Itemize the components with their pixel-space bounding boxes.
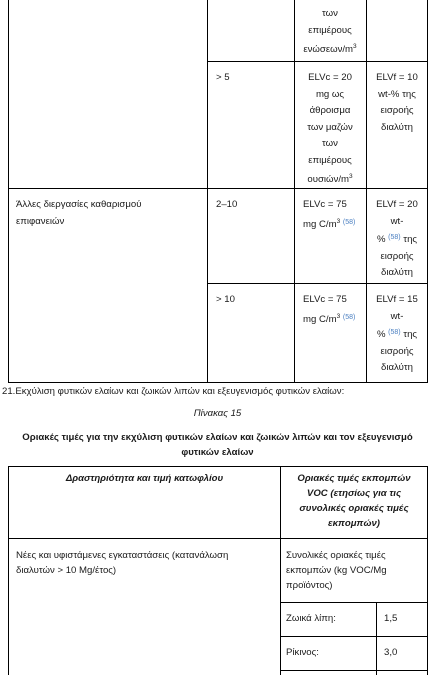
row-b-elvf-line: διαλύτη (381, 362, 413, 373)
gt5-elvc-line: των (322, 138, 338, 149)
row-b-elvf-cell (367, 292, 427, 377)
header-limits-line: VOC (ετησίως για τις (306, 488, 402, 499)
upper-table-col-divider-1 (207, 0, 208, 383)
row-a-elvf-line: ELVf = 20 (376, 199, 418, 210)
superscript-3: 3 (353, 43, 357, 50)
row-b-elvc-line: ELVc = 75 (303, 294, 347, 305)
gt5-elvc-line: των μαζών (307, 121, 353, 133)
row-a-elvf-cell (367, 197, 427, 282)
section-heading: 21.Εκχύλιση φυτικών ελαίων και ζωικών λιπών και εξευγενισμός φυτικών ελαίων: (2, 386, 345, 397)
gt5-elvf-line: ELVf = 10 (376, 72, 418, 83)
row-a-elvc-line: mg $C/m^3$ $^{(58)}$ (303, 217, 356, 230)
row-a-elvc-cell (303, 197, 365, 233)
footnote-ref-58[interactable]: (58) (342, 313, 356, 321)
threshold-2-10: 2–10 (216, 199, 238, 210)
gt5-elvc-line: ELVc = 20 (308, 72, 352, 83)
prev-elv-line-3: ενώσεων/$m^3$ (303, 43, 357, 55)
lower-table-header-bottom (8, 538, 428, 539)
row-a-elvf-line: εισροής (380, 250, 414, 262)
activity-line: Άλλες διεργασίες καθαρισμού (16, 199, 142, 210)
upper-table-left-border (8, 0, 9, 383)
header-limits-line: εκπομπών) (328, 518, 380, 529)
gt5-elvc-line: ουσιών/$m^3$ (307, 173, 353, 185)
activity-line: Νέες και υφιστάμενες εγκαταστάσεις (κατανάλωση (16, 550, 229, 561)
installations-activity (16, 548, 278, 578)
upper-table-bottom-border (8, 382, 428, 383)
gt5-elvf-line: wt-% της (378, 88, 416, 100)
row-a-elvf-line: % $^{(58)}$ της (376, 234, 418, 245)
header-limits (281, 471, 427, 531)
row-b-elvf-line: εισροής (380, 345, 414, 357)
lower-table-sub-row-bottom (280, 670, 428, 671)
gt5-elvf-line: εισροής (380, 105, 414, 116)
row-a-elvc-line: ELVc = 75 (303, 199, 347, 210)
surface-cleaning-activity (16, 197, 204, 230)
footnote-ref-58[interactable]: (58) (388, 329, 401, 336)
upper-table-row-divider-1 (207, 61, 428, 62)
row-b-elvf-line: % $^{(58)}$ της (376, 329, 418, 340)
row-a-elvf-line: διαλύτη (381, 267, 413, 278)
total-limits-label (286, 548, 426, 593)
upper-table-row-divider-3 (207, 283, 428, 284)
total-limits-line: εκπομπών (kg VOC/Mg (286, 565, 387, 576)
activity-line: επιφανειών (16, 215, 65, 227)
row-b-elvc-line: mg $C/m^3$ $^{(58)}$ (303, 312, 356, 325)
prev-row-elv-cell (294, 6, 366, 59)
total-limits-line: Συνολικές οριακές τιμές (286, 550, 386, 561)
gt5-elvc-cell (294, 70, 366, 189)
row-b-elvf-line: ELVf = 15 (376, 294, 418, 305)
row-b-elvf-line: wt- (390, 310, 404, 322)
prev-elv-line-2: επιμέρους (308, 24, 352, 36)
animal-fats-value: 1,5 (384, 613, 398, 624)
threshold-gt5: > 5 (216, 72, 230, 83)
row-a-elvf-line: wt- (390, 215, 404, 227)
table-title-line: Οριακές τιμές για την εκχύλιση φυτικών ελαίων και ζωικών λιπών και τον εξευγενισμό (22, 432, 413, 443)
header-activity: Δραστηριότητα και τιμή κατωφλίου (65, 473, 224, 484)
lower-table-left-border (8, 466, 9, 675)
gt5-elvc-line: επιμέρους (308, 154, 352, 166)
row-b-elvc-cell (303, 292, 365, 328)
footnote-ref-58[interactable]: (58) (388, 234, 401, 241)
gt5-elvf-line: διαλύτη (381, 121, 413, 133)
threshold-gt10: > 10 (216, 294, 235, 305)
gt5-elvf-cell (367, 70, 427, 136)
header-limits-line: συνολικές οριακές τιμές (299, 503, 409, 514)
lower-table-sub-row-divider (280, 636, 428, 637)
activity-line: διαλυτών > 10 Mg/έτος) (16, 565, 117, 576)
lower-table-sub-col-divider (376, 602, 377, 675)
lower-table-right-border (427, 466, 428, 675)
gt5-elvc-line: άθροισμα (309, 105, 351, 116)
superscript-3: 3 (336, 312, 341, 320)
animal-fats-label: Ζωικά λίπη: (286, 613, 336, 624)
castor-label: Ρίκινος: (286, 647, 319, 658)
castor-value: 3,0 (384, 647, 398, 658)
upper-table-right-border (427, 0, 428, 383)
superscript-3: 3 (336, 217, 341, 225)
gt5-elvc-line: mg ως (315, 88, 345, 100)
prev-elv-line-1: των (322, 8, 338, 19)
lower-table-top-border (8, 466, 428, 467)
superscript-3: 3 (348, 173, 353, 180)
header-limits-line: Οριακές τιμές εκπομπών (297, 473, 411, 484)
footnote-ref-58[interactable]: (58) (342, 218, 356, 226)
lower-table-sub-row-top (280, 602, 428, 603)
table-caption: Πίνακας 15 (193, 408, 242, 419)
table-title (0, 430, 435, 460)
table-title-line: φυτικών ελαίων (181, 447, 254, 458)
total-limits-line: προϊόντος) (286, 580, 333, 591)
